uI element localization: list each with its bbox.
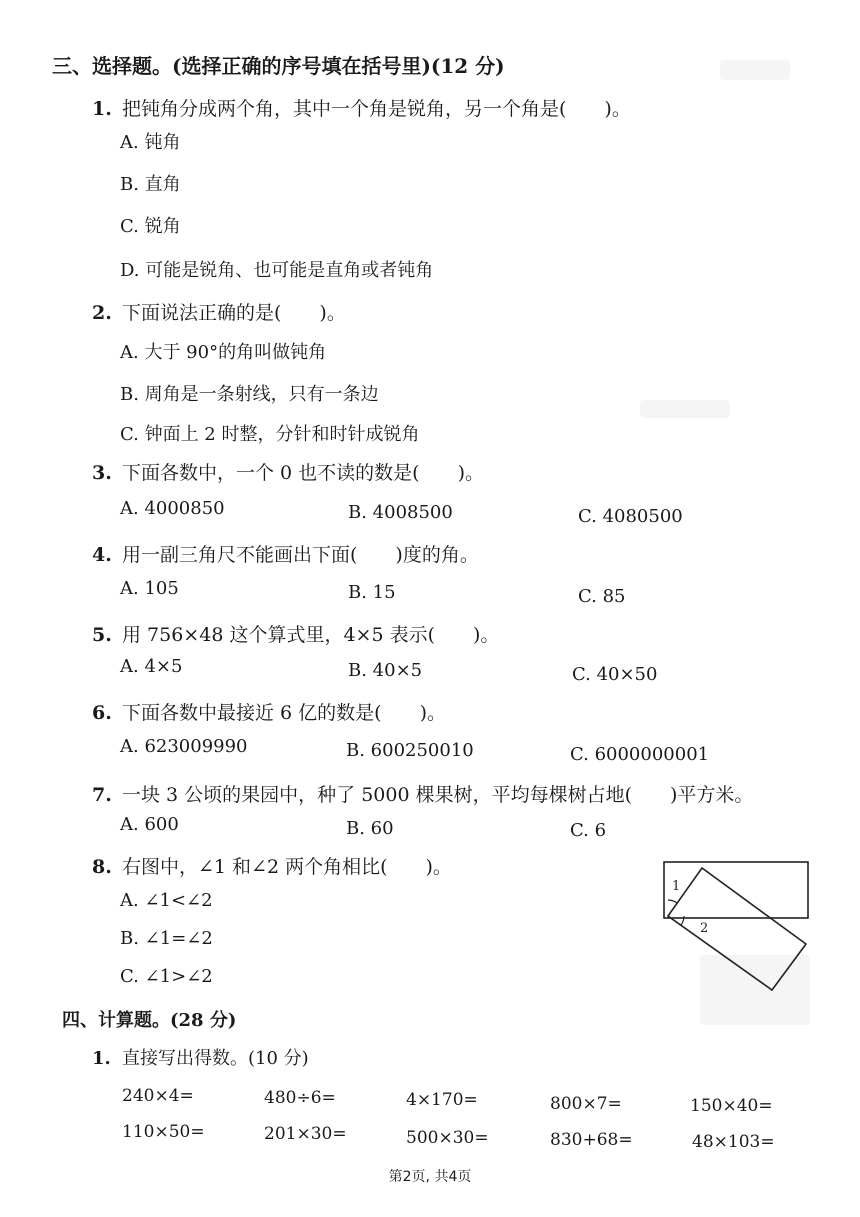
calc-item: 110×50= <box>122 1122 205 1142</box>
q5-option-b: B. 40×5 <box>348 660 423 681</box>
question-text: 把钝角分成两个角，其中一个角是锐角，另一个角是( )。 <box>122 98 631 120</box>
question-text: 一块 3 公顷的果园中，种了 5000 棵果树，平均每棵树占地( )平方米。 <box>122 784 754 806</box>
q3-option-b: B. 4008500 <box>348 502 453 523</box>
question-7 <box>92 780 753 807</box>
angle-1-arc <box>668 900 677 903</box>
calc-item: 150×40= <box>690 1096 773 1116</box>
question-text: 右图中，∠1 和∠2 两个角相比( )。 <box>122 856 452 878</box>
calc-item: 240×4= <box>122 1086 194 1106</box>
q7-option-c: C. 6 <box>570 820 607 841</box>
question-text: 下面各数中，一个 0 也不读的数是( )。 <box>122 462 484 484</box>
q4-option-c: C. 85 <box>578 586 626 607</box>
question-text: 下面说法正确的是( )。 <box>122 302 346 324</box>
question-number: 5. <box>92 624 112 646</box>
calc-item: 4×170= <box>406 1090 478 1110</box>
question-4 <box>92 540 479 567</box>
q4-option-b: B. 15 <box>348 582 396 603</box>
question-3 <box>92 458 484 485</box>
q7-option-a: A. 600 <box>120 814 179 835</box>
calc-item: 480÷6= <box>264 1088 336 1108</box>
page-footer: 第2页, 共4页 <box>388 1169 472 1185</box>
q2-option-c: C. 钟面上 2 时整，分针和时针成锐角 <box>120 424 420 445</box>
tilted-rectangle <box>668 868 806 990</box>
q6-option-b: B. 600250010 <box>346 740 474 761</box>
calc-item: 830+68= <box>550 1130 633 1150</box>
q1-option-d: D. 可能是锐角、也可能是直角或者钝角 <box>120 260 434 281</box>
question-text: 用 756×48 这个算式里，4×5 表示( )。 <box>122 624 500 646</box>
question-number: 1. <box>92 1048 111 1069</box>
question-text: 直接写出得数。(10 分) <box>122 1048 309 1069</box>
calc-item: 800×7= <box>550 1094 622 1114</box>
q1-option-b: B. 直角 <box>120 174 181 195</box>
q8-option-b: B. ∠1=∠2 <box>120 928 213 949</box>
question-number: 6. <box>92 702 112 724</box>
question-text: 下面各数中最接近 6 亿的数是( )。 <box>122 702 446 724</box>
calc-item: 201×30= <box>264 1124 347 1144</box>
q4-option-a: A. 105 <box>120 578 179 599</box>
calc-item: 500×30= <box>406 1128 489 1148</box>
question-number: 1. <box>92 98 112 120</box>
question-2 <box>92 298 346 325</box>
question-6 <box>92 698 446 725</box>
calc-question-1 <box>92 1044 309 1070</box>
scan-smudge <box>720 60 790 80</box>
angle-diagram <box>660 858 820 998</box>
q8-option-c: C. ∠1>∠2 <box>120 966 213 987</box>
question-number: 3. <box>92 462 112 484</box>
question-number: 4. <box>92 544 112 566</box>
scan-smudge <box>640 400 730 418</box>
q6-option-c: C. 6000000001 <box>570 744 710 765</box>
angle-figure <box>660 858 820 1002</box>
q5-option-c: C. 40×50 <box>572 664 658 685</box>
question-8 <box>92 852 452 879</box>
question-text: 用一副三角尺不能画出下面( )度的角。 <box>122 544 479 566</box>
q6-option-a: A. 623009990 <box>120 736 248 757</box>
calc-item: 48×103= <box>692 1132 775 1152</box>
q2-option-a: A. 大于 90°的角叫做钝角 <box>120 342 327 363</box>
q5-option-a: A. 4×5 <box>120 656 183 677</box>
angle-2-label: 2 <box>700 921 709 936</box>
q3-option-c: C. 4080500 <box>578 506 683 527</box>
question-number: 8. <box>92 856 112 878</box>
section-3-title: 三、选择题。(选择正确的序号填在括号里)(12 分) <box>52 54 505 78</box>
q8-option-a: A. ∠1<∠2 <box>120 890 213 911</box>
question-1 <box>92 94 631 121</box>
q1-option-a: A. 钝角 <box>120 132 181 153</box>
angle-1-label: 1 <box>672 879 681 894</box>
q2-option-b: B. 周角是一条射线，只有一条边 <box>120 384 379 405</box>
question-number: 7. <box>92 784 112 806</box>
q3-option-a: A. 4000850 <box>120 498 225 519</box>
section-4-title: 四、计算题。(28 分) <box>62 1010 237 1031</box>
q7-option-b: B. 60 <box>346 818 394 839</box>
question-5 <box>92 620 499 647</box>
q1-option-c: C. 锐角 <box>120 216 181 237</box>
question-number: 2. <box>92 302 112 324</box>
